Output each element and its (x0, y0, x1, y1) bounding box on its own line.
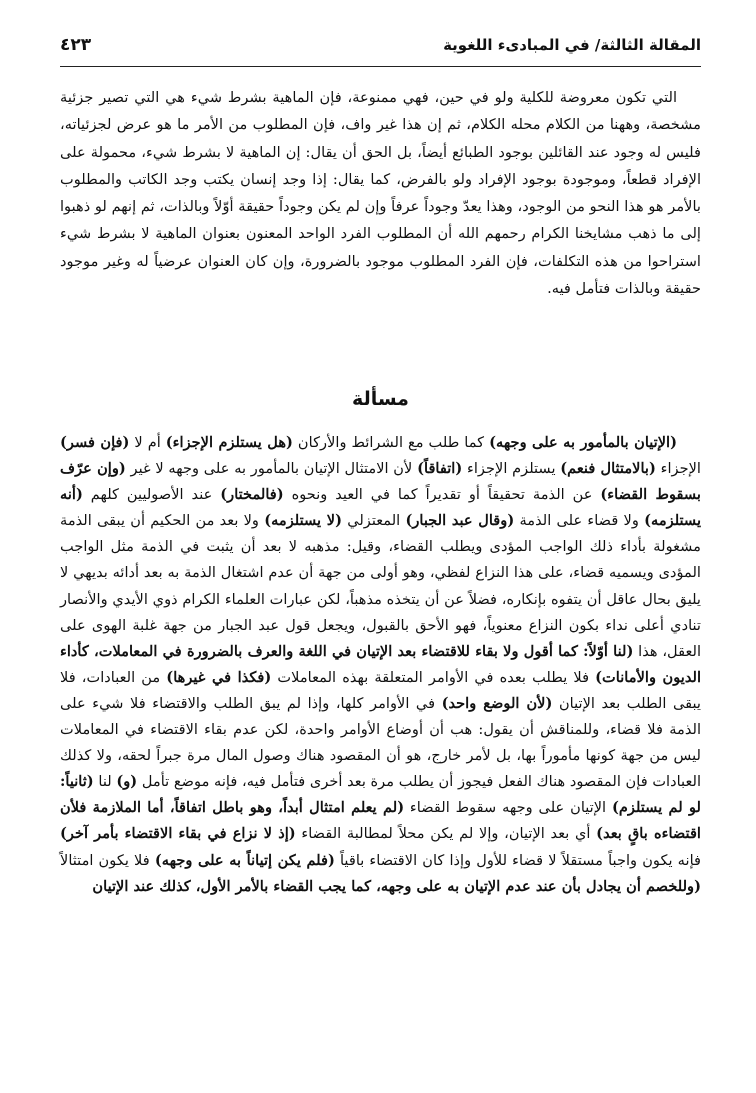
text-run: المعتزلي (341, 512, 406, 530)
bold-text-run: (ثانياً: لو لم يستلزم) (60, 773, 701, 817)
text-run: الإجزاء (655, 460, 701, 478)
text-run: كما طلب مع الشرائط والأركان (292, 434, 490, 451)
text-run: فلا يكون امتثالاً (60, 851, 155, 869)
bold-text-run: (فإن فسر) (60, 434, 130, 451)
bold-text-run: (فالمختار) (220, 486, 284, 504)
bold-text-run: (لا يستلزمه) (264, 512, 342, 530)
section-body (60, 430, 701, 900)
page-header (60, 30, 701, 60)
page-number: ٤٢٣ (60, 35, 92, 55)
bold-text-run: (لم يعلم امتثال أبداً، وهو باطل اتفاقاً، أما الملازمة فلأن اقتضاءه باقٍ بعد) (60, 799, 701, 843)
text-run: فإنه يكون واجباً مستقلاً لا قضاء للأول وإذا كان الاقتضاء باقياً (334, 851, 701, 869)
section-heading: مسألة (352, 388, 409, 410)
bold-text-run: (فلم يكن إتياناً به على وجهه) (154, 851, 335, 869)
bold-text-run: (أنه يستلزمه) (60, 486, 702, 530)
bold-text-run: (لأن الوضع واحد) (441, 694, 553, 712)
bold-text-run: (إذ لا نزاع في بقاء الاقتضاء بأمر آخر) (60, 825, 296, 843)
text-run: يستلزم الإجزاء (462, 460, 561, 478)
bold-text-run: (وقال عبد الجبار) (405, 512, 515, 530)
header-divider (60, 66, 701, 67)
text-run: أم لا (129, 434, 166, 451)
bold-text-run: (الإتيان بالمأمور به على وجهه) (489, 434, 678, 451)
bold-text-run: (هل يستلزم الإجزاء) (165, 434, 293, 451)
intro-text: التي تكون معروضة للكلية ولو في حين، فهي ممنوعة، فإن الماهية بشرط شيء هي التي تصير جزئية مشخصة، وههنا من الكلام محله الكلام، ثم إن هذا غير واف، فإن المطلوب من الأمر ما هو عرض لجزئياته، فليس له وجود عند القائلين بوجود الطبائع أيضاً، بل الحق أن يقال: إن الماهية لا بشرط شيء، محمولة على الإفراد قطعاً، وموجودة بوجود الإفراد ولو بالفرض، كما يقال: إذا وجد إنسان يكتب وجد الكاتب والمطلوب بالأمر هو هذا النحو من الوجود، وهذا يعدّ وجوداً عرفاً وإن لم يكن وجوداً حقيقة أوّلاً وبالذات، ثم إنهم لو ذهبوا إلى ما ذهب مشايخنا الكرام رحمهم الله أن المطلوب الفرد الواحد المعنون بعنوان الماهية لا بشرط شيء استراحوا من هذه التكلفات، فإن الفرد المطلوب موجود بالضرورة، وإن كان العنوان عرضياً له وغير موجود حقيقة وبالذات فتأمل فيه. (60, 89, 701, 298)
section-text (60, 430, 701, 900)
text-run: ولا قضاء على الذمة (514, 512, 645, 530)
bold-text-run: (و) (116, 773, 138, 791)
bold-text-run: (وإن عرّف بسقوط القضاء) (60, 460, 701, 504)
text-run: في الأوامر كلها، وإذا لم يبق الطلب والاقتضاء فلا شيء على الذمة فلا قضاء، وللمناقش أن يقول: هب أن أوضاع الأوامر واحدة، لكن عدم بقاء الاقتضاء في المعاملات ليس من جهة كونها مأموراً بها، بل لأمر خارج، هو أن المقصود هناك وصول المال مرة جبراً لحقه، ولا كذلك العبادات فإن المقصود هناك الفعل فيجوز أن يطلب مرة بعد أخرى فتأمل فيه، فإنه موضع تأمل (60, 694, 702, 791)
intro-paragraph (60, 84, 701, 302)
text-run: لأن الامتثال الإتيان بالمأمور به على وجهه لا غير (125, 460, 418, 478)
bold-text-run: (اتفاقاً) (417, 460, 463, 478)
bold-text-run: (فكذا في غيرها) (166, 668, 272, 686)
bold-text-run: (لنا أوّلاً: كما أقول ولا بقاء للاقتضاء بعد الإتيان في اللغة والعرف بالضرورة في المعاملات، كأداء الديون والأمانات) (60, 642, 702, 686)
text-run: ولا بعد من الحكيم أن يبقى الذمة مشغولة بأداء ذلك الواجب المؤدى ويطلب القضاء، وقيل: مذهبه لا بعد أن يثبت في الذمة مثل الواجب المؤدى ويسميه قضاء، على هذا النزاع لفظي، وهو أولى من جهة أن عدم اشتغال الذمة به بعد أدائه بديهي لا يليق بحال عاقل أن يتفوه بإنكاره، فضلاً عن أن يتخذه مذهباً، لكن عبارات العلماء الكرام ذوي الأيدي والأنصار تنادي أعلى نداء بكون النزاع معنوياً، فهو الأحق بالقبول، ويجعل قول عبد الجبار من جهة غلبة الهوى على العقل، هذا (60, 512, 702, 660)
bold-text-run: (بالامتثال فنعم) (560, 460, 656, 478)
text-run: من العبادات، فلا يبقى الطلب بعد الإتيان (60, 668, 701, 712)
text-run: أي بعد الإتيان، وإلا لم يكن محلاً لمطالبة القضاء (295, 825, 597, 843)
text-run: الإتيان على وجهه سقوط القضاء (404, 799, 612, 817)
text-run: عند الأصوليين كلهم (82, 486, 221, 504)
bold-text-run: (وللخصم أن يجادل بأن عند عدم الإتيان به على وجهه، كما يجب القضاء بالأمر الأول، كذلك عند الإتيان (92, 877, 701, 895)
text-run: فلا يطلب بعده في الأوامر المتعلقة بهذه المعاملات (271, 668, 596, 686)
text-run: لنا (93, 773, 117, 791)
text-run: عن الذمة تحقيقاً أو تقديراً كما في العيد ونحوه (283, 486, 601, 504)
running-title: المقالة الثالثة/ في المبادىء اللغوية (443, 36, 701, 54)
